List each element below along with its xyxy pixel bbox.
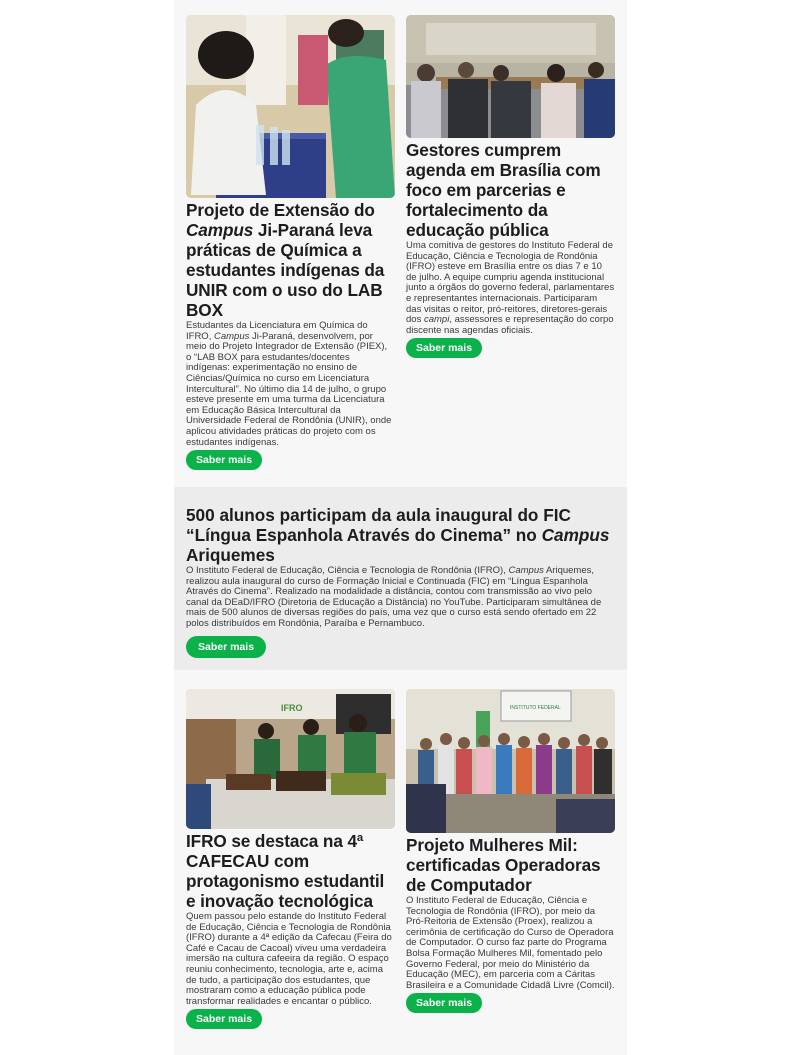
brasilia-summary: Uma comitiva de gestores do Instituto Federal de Educação, Ciência e Tecnologia de Rondônia (IFRO) esteve em Brasília entre os dias 7 e 10 de julho. A equipe cumpriu agenda institucional junto a órgãos do governo federal, parlamentares e representantes internacionais. Participaram das visitas o reitor, pró-reitores, diretores-gerais dos campi, assessores e representação do corpo discente nas agendas oficiais. — [406, 240, 615, 336]
news-band-ariquemes — [174, 487, 627, 670]
news-card-labbox — [186, 15, 395, 470]
news-card-cafecau — [186, 689, 395, 1029]
mulheres-mil-saber-mais-button[interactable]: Saber mais — [406, 993, 482, 1013]
labbox-photo[interactable] — [186, 15, 395, 198]
mulheres-mil-title[interactable]: Projeto Mulheres Mil: certificadas Operadoras de Computador — [406, 835, 601, 895]
ariquemes-saber-mais-button[interactable]: Saber mais — [186, 636, 266, 658]
cafecau-saber-mais-button[interactable]: Saber mais — [186, 1009, 262, 1029]
cafecau-title[interactable]: IFRO se destaca na 4ª CAFECAU com protagonismo estudantil e inovação tecnológica — [186, 831, 385, 911]
brasilia-title[interactable]: Gestores cumprem agenda em Brasília com foco em parcerias e fortalecimento da educação pública — [406, 140, 601, 240]
mulheres-mil-photo[interactable] — [406, 689, 615, 833]
ariquemes-summary: O Instituto Federal de Educação, Ciência e Tecnologia de Rondônia (IFRO), Campus Ariquemes, realizou aula inaugural do curso de Formação Inicial e Continuada (FIC) em “Língua Espanhola Através do Cinema”. Realizado na modalidade a distância, contou com transmissão ao vivo pelo canal da DEaD/IFRO (Diretoria de Educação a Distância) no YouTube. Participaram simultânea de mais de 500 alunos de diversas regiões do país, uma vez que o curso está sendo ofertado em 22 polos distribuídos em Rondônia, Paraíba e Pernambuco. — [186, 565, 602, 629]
mulheres-screen-text: INSTITUTO FEDERAL — [510, 705, 561, 711]
labbox-summary: Estudantes da Licenciatura em Química do IFRO, Campus Ji-Paraná, desenvolvem, por meio do Projeto Integrador de Extensão (PIEX), o “LAB BOX para estudantes/docentes indígenas: experimentação no ensino de Ciências/Química no curso em Licenciatura Intercultural”. No último dia 14 de julho, o grupo esteve presente em uma turma da Licenciatura em Educação Básica Intercultural da Universidade Federal de Rondônia (UNIR), onde aplicou atividades práticas do projeto com os estudantes indígenas. — [186, 320, 392, 448]
cafecau-photo[interactable] — [186, 689, 395, 829]
news-card-brasilia — [406, 15, 615, 358]
ariquemes-title[interactable]: 500 alunos participam da aula inaugural do FIC “Língua Espanhola Através do Cinema” no Campus Ariquemes — [186, 505, 610, 565]
labbox-saber-mais-button[interactable]: Saber mais — [186, 450, 262, 470]
labbox-title[interactable]: Projeto de Extensão do Campus Ji-Paraná leva práticas de Química a estudantes indígenas da UNIR com o uso do LAB BOX — [186, 200, 385, 320]
mulheres-mil-summary: O Instituto Federal de Educação, Ciência e Tecnologia de Rondônia (IFRO), por meio da Pró-Reitoria de Extensão (Proex), realizou a cerimônia de certificação do Curso de Operadora de Computador. O curso faz parte do Programa Bolsa Formação Mulheres Mil, fomentado pelo Governo Federal, por meio do Ministério da Educação (MEC), em parceria com a Cáritas Brasileira e a Comunidade Cidadã Livre (Comcil). — [406, 895, 615, 991]
news-card-mulheres-mil — [406, 689, 615, 1013]
cafecau-banner-text: IFRO — [281, 703, 303, 713]
brasilia-photo[interactable] — [406, 15, 615, 138]
cafecau-summary: Quem passou pelo estande do Instituto Federal de Educação, Ciência e Tecnologia de Rondônia (IFRO) durante a 4ª edição da Cafecau (Feira do Café e Cacau de Cacoal) viveu uma verdadeira imersão na cultura cafeeira da região. O espaço reuniu conhecimento, tecnologia, arte e, acima de tudo, a participação dos estudantes, que mostraram como a educação pública pode transformar realidades e encantar o público. — [186, 911, 392, 1007]
brasilia-saber-mais-button[interactable]: Saber mais — [406, 338, 482, 358]
